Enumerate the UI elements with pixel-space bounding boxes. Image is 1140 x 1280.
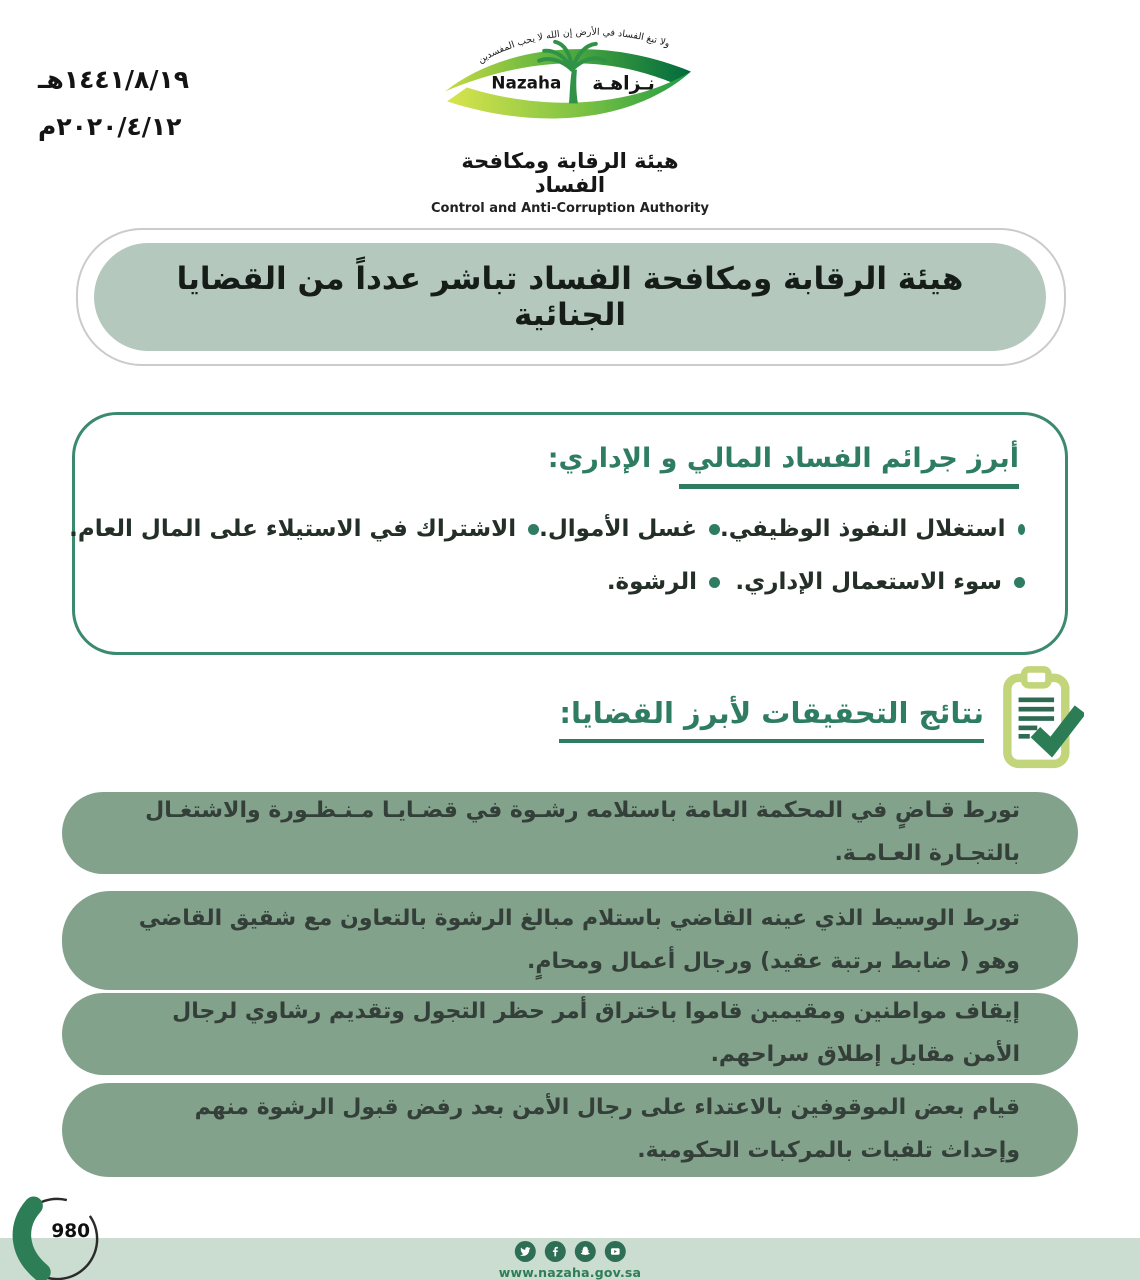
hijri-date: ١٤٤١/٨/١٩هـ bbox=[38, 65, 189, 94]
crimes-box bbox=[69, 412, 1068, 655]
results-title-wrap bbox=[559, 696, 984, 743]
youtube-icon[interactable] bbox=[604, 1241, 625, 1262]
crime-item-label: غسل الأموال. bbox=[539, 516, 697, 542]
crime-item bbox=[720, 569, 1025, 595]
crime-item bbox=[720, 516, 1025, 542]
org-name-english: Control and Anti-Corruption Authority bbox=[430, 201, 709, 216]
bullet-dot-icon bbox=[709, 524, 720, 535]
phone-number: 980 bbox=[51, 1221, 91, 1243]
logo-name-ar: نـزاهـة bbox=[592, 73, 655, 95]
results-title-underline bbox=[559, 739, 984, 743]
twitter-icon[interactable] bbox=[514, 1241, 535, 1262]
result-item-text: قيام بعض الموقوفين بالاعتداء على رجال الأمن بعد رفض قبول الرشوة منهم وإحداث تلفيات بالمركبات الحكومية. bbox=[194, 1095, 1020, 1163]
results-header bbox=[559, 666, 1084, 772]
headline-title: هيئة الرقابة ومكافحة الفساد تباشر عدداً من القضايا الجنائية bbox=[176, 261, 964, 333]
social-icons bbox=[499, 1241, 641, 1262]
phone-980-badge bbox=[2, 1194, 116, 1280]
website-url[interactable]: www.nazaha.gov.sa bbox=[498, 1265, 642, 1280]
gregorian-date: ٢٠٢٠/٤/١٢م bbox=[38, 112, 182, 141]
bullet-dot-icon bbox=[709, 577, 720, 588]
results-title: نتائج التحقيقات لأبرز القضايا: bbox=[559, 695, 984, 730]
crimes-title-underline bbox=[679, 484, 1019, 489]
bullet-dot-icon bbox=[1014, 577, 1025, 588]
result-item-text: إيقاف مواطنين ومقيمين قاموا باختراق أمر حظر التجول وتقديم رشاوي لرجال الأمن مقابل إطلاق سراحهم. bbox=[172, 999, 1020, 1067]
crimes-row-2 bbox=[75, 569, 1065, 595]
crimes-title: أبرز جرائم الفساد المالي و الإداري: bbox=[547, 443, 1019, 474]
footer-links bbox=[499, 1241, 641, 1280]
crime-item-label: الاشتراك في الاستيلاء على المال العام. bbox=[69, 516, 517, 542]
clipboard-check-icon bbox=[998, 666, 1084, 772]
headline-banner bbox=[94, 243, 1046, 351]
logo-name-en: Nazaha bbox=[491, 72, 562, 93]
bullet-dot-icon bbox=[1018, 524, 1025, 535]
result-item bbox=[62, 1083, 1078, 1177]
result-item bbox=[62, 891, 1078, 990]
crime-item bbox=[520, 569, 720, 595]
logo-verse-calligraphy: ولا تبغ الفساد في الأرض إن الله لا يحب المفسدين bbox=[475, 26, 672, 66]
crime-item bbox=[539, 516, 720, 542]
phone-handset-icon bbox=[2, 1194, 116, 1280]
result-item bbox=[62, 792, 1078, 874]
result-item-text: تورط الوسيط الذي عينه القاضي باستلام مبالغ الرشوة بالتعاون مع شقيق القاضي وهو ( ضابط برتبة عقيد) ورجال أعمال ومحامٍ. bbox=[138, 905, 1020, 974]
crime-item-label: استغلال النفوذ الوظيفي. bbox=[720, 516, 1006, 542]
result-item-text: تورط قـاضٍ في المحكمة العامة باستلامه رشـوة في قضـايـا مـنـظـورة والاشتغـال بالتجـارة العـامـة. bbox=[145, 798, 1020, 866]
org-name-arabic: هيئة الرقابة ومكافحة الفساد bbox=[461, 149, 679, 197]
crime-item bbox=[69, 516, 539, 542]
result-item bbox=[62, 993, 1078, 1075]
facebook-icon[interactable] bbox=[544, 1241, 565, 1262]
crime-item-label: الرشوة. bbox=[606, 569, 697, 595]
snapchat-icon[interactable] bbox=[574, 1241, 595, 1262]
nazaha-eye-logo-icon bbox=[441, 26, 699, 143]
crimes-row-1 bbox=[69, 516, 1065, 542]
crime-item-label: سوء الاستعمال الإداري. bbox=[735, 569, 1002, 595]
dates bbox=[38, 56, 256, 150]
bullet-dot-icon bbox=[528, 524, 539, 535]
nazaha-logo bbox=[430, 26, 710, 216]
